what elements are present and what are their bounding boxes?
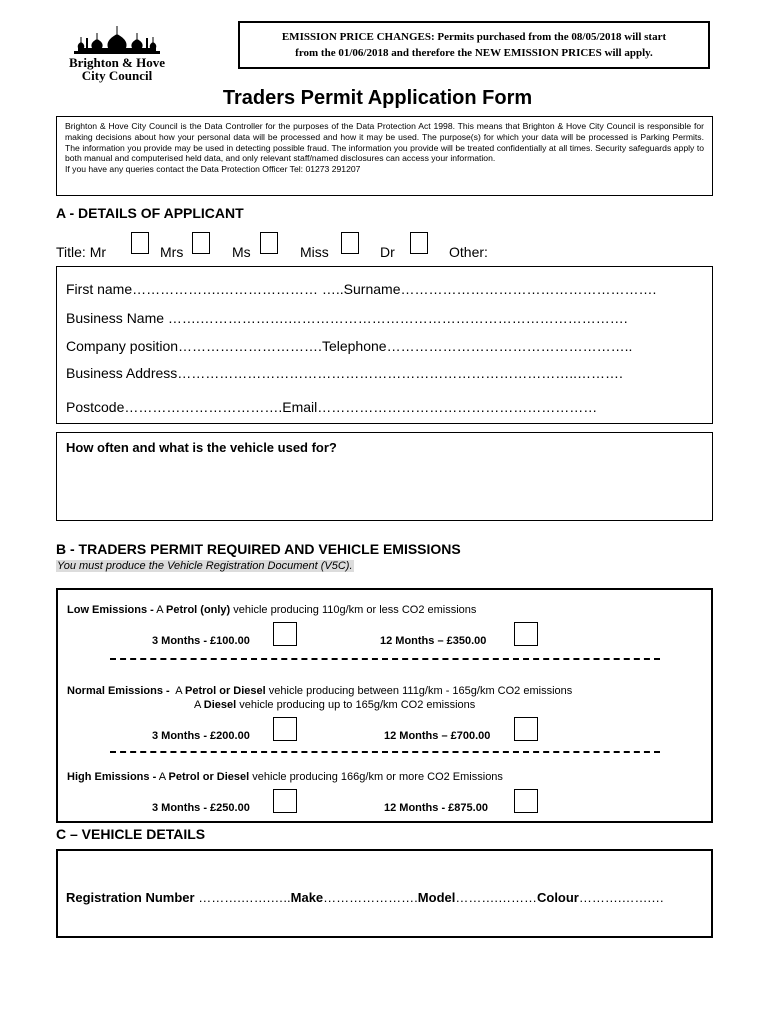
council-name-line2: City Council <box>81 68 153 83</box>
normal-12-months-checkbox[interactable] <box>514 717 538 741</box>
normal-3-months-checkbox[interactable] <box>273 717 297 741</box>
title-mrs-label: Mrs <box>160 244 184 260</box>
low-emissions-description: Low Emissions - A Petrol (only) vehicle producing 110g/km or less CO2 emissions <box>67 604 477 616</box>
data-protection-text: Brighton & Hove City Council is the Data Controller for the purposes of the Data Protection Act 1998. This means that Brighton & Hove City Council is responsible for making decisions about how your personal data will be processed and how it may be used. The purpose(s) for which your data will be processed is Parking Permits. The information you provide may be used in detecting possible fraud. The information you provide will be treated confidentially at all times. Security safeguards apply to both manual and computerised held data, and only relevant staff/named disclosures can access your information. <box>65 121 704 164</box>
section-a-heading: A - DETAILS OF APPLICANT <box>56 205 244 221</box>
normal-emissions-diesel-description: A Diesel vehicle producing up to 165g/km CO2 emissions <box>194 699 476 711</box>
colour-field[interactable]: ……….…….… <box>578 890 665 905</box>
model-field[interactable]: ……….……… <box>455 890 537 905</box>
notice-line2: from the 01/06/2018 and therefore the NEW EMISSION PRICES will apply. <box>295 47 653 59</box>
form-title: Traders Permit Application Form <box>222 87 533 109</box>
title-ms-label: Ms <box>232 244 251 260</box>
section-c-heading: C – VEHICLE DETAILS <box>56 826 206 842</box>
title-ms-checkbox[interactable] <box>260 232 278 254</box>
high-3-months-checkbox[interactable] <box>273 789 297 813</box>
make-label: Make <box>290 890 324 905</box>
high-3-months-price: 3 Months - £250.00 <box>152 802 250 814</box>
title-selection-row <box>56 234 716 260</box>
divider <box>110 658 660 660</box>
business-address-line[interactable]: Business Address…………………………………………………………………………..………. <box>66 365 623 381</box>
data-protection-notice <box>56 116 713 196</box>
model-label: Model <box>417 890 456 905</box>
divider <box>110 751 660 753</box>
council-name-line1: Brighton & Hove <box>68 55 166 70</box>
applicant-details-box <box>56 266 713 424</box>
colour-label: Colour <box>536 890 579 905</box>
position-telephone-line[interactable]: Company position………………………….Telephone…………………………………………….. <box>66 338 633 354</box>
title-other-label: Other: <box>449 244 488 260</box>
pavilion-emblem-icon <box>58 22 176 56</box>
vehicle-usage-box[interactable] <box>56 432 713 521</box>
low-12-months-price: 12 Months – £350.00 <box>380 635 487 647</box>
high-12-months-price: 12 Months - £875.00 <box>384 802 488 814</box>
title-label: Title: Mr <box>56 244 107 260</box>
emissions-options-box <box>56 588 713 823</box>
council-logo <box>58 22 176 88</box>
title-mrs-checkbox[interactable] <box>192 232 210 254</box>
council-name <box>58 56 176 82</box>
vehicle-details-box <box>56 849 713 938</box>
emission-price-notice <box>238 21 710 69</box>
vehicle-details-line[interactable] <box>66 890 664 905</box>
data-protection-contact: If you have any queries contact the Data Protection Officer Tel: 01273 291207 <box>65 164 361 175</box>
title-mr-checkbox[interactable] <box>131 232 149 254</box>
high-12-months-checkbox[interactable] <box>514 789 538 813</box>
name-fields-line[interactable]: First name……………….………………… …..Surname………………………………………………. <box>66 281 657 297</box>
title-miss-checkbox[interactable] <box>341 232 359 254</box>
high-emissions-description: High Emissions - A Petrol or Diesel vehicle producing 166g/km or more CO2 Emissions <box>67 771 503 783</box>
normal-3-months-price: 3 Months - £200.00 <box>152 730 250 742</box>
low-3-months-checkbox[interactable] <box>273 622 297 646</box>
registration-label: Registration Number <box>66 890 195 905</box>
title-dr-checkbox[interactable] <box>410 232 428 254</box>
vehicle-usage-question: How often and what is the vehicle used for? <box>66 440 337 455</box>
normal-emissions-description: Normal Emissions - A Petrol or Diesel vehicle producing between 111g/km - 165g/km CO2 emissions <box>67 685 573 697</box>
title-dr-label: Dr <box>380 244 395 260</box>
low-3-months-price: 3 Months - £100.00 <box>152 635 250 647</box>
low-12-months-checkbox[interactable] <box>514 622 538 646</box>
registration-field[interactable]: ……….…….….. <box>194 890 291 905</box>
business-name-line[interactable]: Business Name …….……………….………………………………………………………………. <box>66 310 628 326</box>
section-b-heading: B - TRADERS PERMIT REQUIRED AND VEHICLE EMISSIONS <box>56 541 461 557</box>
notice-line1: EMISSION PRICE CHANGES: Permits purchased from the 08/05/2018 will start <box>281 31 667 43</box>
normal-12-months-price: 12 Months – £700.00 <box>384 730 491 742</box>
make-field[interactable]: …………………. <box>323 890 418 905</box>
v5c-requirement-note: You must produce the Vehicle Registration Document (V5C). <box>57 560 353 572</box>
postcode-email-line[interactable]: Postcode…………………………….Email…………………………………………………… <box>66 399 598 415</box>
title-miss-label: Miss <box>300 244 329 260</box>
